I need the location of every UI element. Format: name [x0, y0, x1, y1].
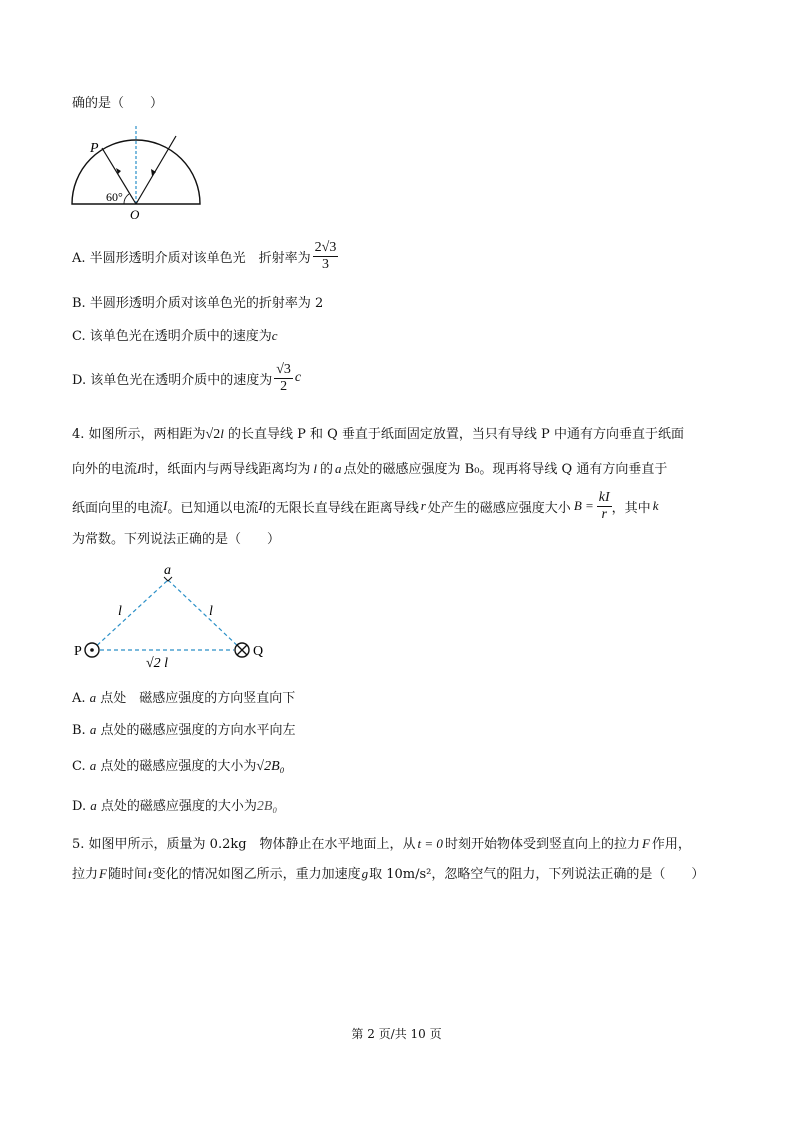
q4-line-2	[72, 459, 667, 480]
text: 随时间	[107, 867, 147, 882]
value-sqrt2-b0: √2B₀	[256, 759, 285, 774]
var-l: l	[220, 426, 224, 441]
q3-option-c	[72, 326, 278, 347]
q3-option-a-text: A. 半圆形透明介质对该单色光 折射率为	[72, 250, 311, 266]
formula-b: B =	[573, 498, 594, 513]
q5-line-2	[72, 864, 704, 885]
q4-line-4: 为常数。下列说法正确的是（ ）	[72, 532, 281, 547]
var-a: a	[89, 722, 97, 737]
text: 点处的磁感应强度的大小为	[96, 799, 257, 814]
q3-option-b: B. 半圆形透明介质对该单色光的折射率为 2	[72, 296, 324, 311]
text: 拉力	[72, 867, 99, 882]
wires-triangle-figure	[72, 560, 272, 672]
text: D.	[72, 799, 91, 814]
label-l-right: l	[209, 604, 213, 619]
label-q: Q	[253, 644, 264, 659]
text: 时，纸面内与两导线距离均为	[141, 462, 311, 477]
var-a: a	[89, 690, 97, 705]
q4-option-b	[72, 720, 295, 741]
q3-option-d-fraction	[274, 363, 293, 394]
text: ，其中	[611, 500, 651, 516]
var-k: k	[652, 498, 659, 513]
var-g: g	[361, 866, 369, 881]
var-i: I	[258, 498, 263, 513]
fraction-numerator: √3	[276, 361, 291, 377]
text: 点处的磁感应强度为 B₀。现再将导线 Q 通有方向垂直于	[343, 462, 668, 477]
text: A.	[72, 691, 90, 706]
q3-stem-tail: 确的是（ ）	[72, 96, 164, 111]
text: 作用，	[651, 837, 691, 852]
var-a: a	[335, 461, 342, 476]
var-c: c	[271, 328, 278, 343]
text: 变化的情况如图乙所示，重力加速度	[152, 867, 361, 882]
label-a: a	[164, 563, 171, 578]
q3-option-d-text: D. 该单色光在透明介质中的速度为	[72, 372, 273, 388]
q4-option-d	[72, 796, 277, 817]
value-2b0: 2B₀	[256, 799, 278, 814]
var-i: I	[163, 498, 168, 513]
page-footer: 第 2 页/共 10 页	[351, 1027, 442, 1041]
var-f: F	[99, 866, 107, 881]
var-i: I	[137, 461, 142, 476]
text: 4. 如图所示，两相距为	[72, 427, 206, 442]
text: 点处 磁感应强度的方向竖直向下	[96, 691, 296, 706]
var-l: l	[313, 461, 317, 476]
text: 的长直导线 P 和 Q 垂直于纸面固定放置，当只有导线 P 中通有方向垂直于纸面	[223, 427, 684, 442]
sqrt-2	[206, 427, 221, 442]
text: 点处的磁感应强度的方向水平向左	[96, 723, 296, 738]
q4-line-1	[72, 424, 684, 445]
q4-line-3	[72, 486, 658, 526]
text: 。已知通以电流	[167, 500, 259, 516]
fraction-denominator: r	[601, 506, 607, 522]
text: B.	[72, 723, 90, 738]
var-f: F	[641, 836, 650, 851]
text: 取 10m/s²，忽略空气的阻力，下列说法正确的是（ ）	[369, 867, 705, 882]
q4-option-a	[72, 688, 295, 709]
text: 点处的磁感应强度的大小为	[96, 759, 257, 774]
q3-option-c-text: C. 该单色光在透明介质中的速度为	[72, 329, 272, 344]
text: 时刻开始物体受到竖直向上的拉力	[444, 837, 640, 852]
var-a: a	[89, 758, 97, 773]
label-sqrt2-l: √2 l	[146, 656, 169, 671]
q3-option-d	[72, 358, 301, 398]
q5-line-1	[72, 834, 691, 855]
text: 5. 如图甲所示，质量为 0.2kg 物体静止在水平地面上，从	[72, 837, 416, 852]
var-t: t	[147, 866, 152, 881]
fraction-denominator: 3	[322, 256, 329, 272]
text: 的无限长直导线在距离导线	[262, 500, 419, 516]
text: 纸面向里的电流	[72, 500, 164, 516]
semicircle-figure	[66, 122, 208, 220]
label-o: O	[130, 207, 140, 220]
formula-fraction	[597, 491, 612, 522]
q4-option-c	[72, 756, 285, 777]
var-r: r	[420, 498, 426, 513]
label-p: P	[90, 141, 99, 156]
q3-option-a	[72, 236, 338, 276]
q3-option-a-fraction	[313, 241, 339, 272]
var-t0: t = 0	[417, 836, 443, 851]
fraction-numerator: kI	[598, 489, 610, 505]
label-l-left: l	[118, 604, 122, 619]
text: 的	[320, 462, 334, 477]
text: 向外的电流	[72, 462, 138, 477]
label-p: P	[74, 644, 82, 659]
fraction-numerator: 2√3	[314, 239, 337, 255]
text: √2	[205, 427, 221, 442]
fraction-denominator: 2	[280, 378, 288, 394]
text: 处产生的磁感应强度大小	[427, 500, 571, 516]
label-angle: 60°	[106, 190, 123, 204]
var-a: a	[90, 798, 97, 813]
var-c: c	[294, 370, 302, 385]
text: C.	[72, 759, 90, 774]
